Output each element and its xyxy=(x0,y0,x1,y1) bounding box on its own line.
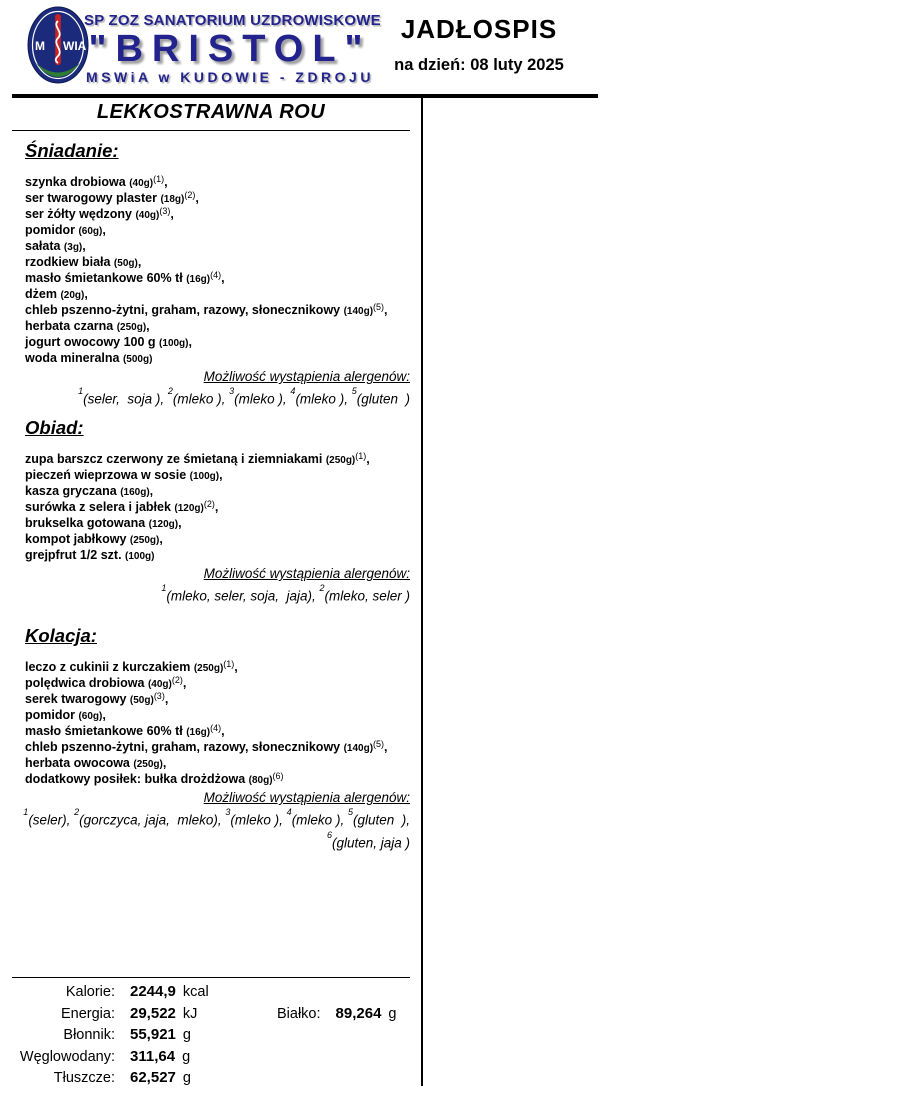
item-weight: (16g) xyxy=(186,727,211,738)
item-separator: , xyxy=(102,708,106,722)
item-weight: (250g) xyxy=(129,535,160,546)
item-name: kasza gryczana xyxy=(25,484,121,498)
item-weight: (80g) xyxy=(248,775,273,786)
item-name: masło śmietankowe 60% tł xyxy=(25,724,187,738)
menu-item xyxy=(25,692,410,708)
menu-item xyxy=(25,452,410,468)
allergen-ref: (4) xyxy=(210,723,222,733)
nutrition-value: 311,64 xyxy=(130,1047,176,1065)
item-name: dżem xyxy=(25,287,61,301)
allergen-ref-number: 3 xyxy=(225,807,231,817)
nutrition-value: 2244,9 xyxy=(130,983,176,1000)
item-name: ser twarogowy plaster xyxy=(25,191,161,205)
nutrition-divider xyxy=(12,977,410,978)
menu-item xyxy=(25,468,410,484)
allergen-ref-number: 4 xyxy=(286,807,292,817)
nutrition-value: 62,527 xyxy=(130,1069,176,1086)
allergen-ref-number: 2 xyxy=(74,807,80,817)
item-weight: (16g) xyxy=(186,274,211,285)
item-weight: (250g) xyxy=(325,455,356,466)
nutrition-summary xyxy=(12,983,410,1091)
allergen-ref-number: 1 xyxy=(78,386,84,396)
item-separator: , xyxy=(170,207,174,221)
org-name-line2: MSWiA w KUDOWIE - ZDROJU xyxy=(86,69,374,85)
item-weight: (140g) xyxy=(343,306,374,317)
allergen-line: $^6$(gluten, jaja ) xyxy=(326,829,410,850)
item-separator: , xyxy=(162,756,167,770)
document-title: JADŁOSPIS xyxy=(400,14,558,44)
item-separator: , xyxy=(102,223,106,237)
nutrition-unit: g xyxy=(388,1005,397,1022)
menu-item xyxy=(25,351,410,367)
item-name: herbata owocowa xyxy=(25,756,134,770)
allergen-ref-number: 1 xyxy=(161,583,167,593)
menu-item xyxy=(25,516,410,532)
item-weight: (120g) xyxy=(148,519,179,530)
nutrition-row xyxy=(12,1069,410,1091)
item-separator: , xyxy=(149,484,154,498)
menu-item xyxy=(25,724,410,740)
allergen-ref: (1) xyxy=(153,174,165,184)
allergen-ref-number: 6 xyxy=(326,829,332,840)
allergen-ref-number: 2 xyxy=(167,386,173,396)
nutrition-label: Energia: xyxy=(60,1005,115,1022)
item-separator: , xyxy=(82,239,86,253)
nutrition-value: 29,522 xyxy=(130,1004,176,1022)
nutrition-unit: g xyxy=(182,1027,191,1043)
item-name: zupa barszcz czerwony ze śmietaną i ziemniakami xyxy=(25,452,326,466)
menu-item xyxy=(25,255,410,271)
nutrition-label: Tłuszcze: xyxy=(53,1070,115,1086)
title-divider xyxy=(12,130,410,131)
allergen-note xyxy=(12,368,410,409)
allergen-note xyxy=(12,565,410,606)
item-weight: (60g) xyxy=(78,226,103,237)
item-weight: (40g) xyxy=(129,178,154,189)
menu-item xyxy=(25,708,410,724)
menu-item xyxy=(25,335,410,351)
allergen-ref: (1) xyxy=(223,659,235,669)
item-name: herbata czarna xyxy=(25,319,117,333)
section-sniadanie xyxy=(12,140,410,409)
item-separator: , xyxy=(182,676,187,690)
allergen-ref: (2) xyxy=(171,675,183,685)
item-separator: , xyxy=(384,303,388,317)
allergen-lines xyxy=(12,583,410,606)
item-name: surówka z selera i jabłek xyxy=(25,500,175,514)
item-name: pomidor xyxy=(25,223,79,237)
item-weight: (40g) xyxy=(135,210,160,221)
menu-item xyxy=(25,500,410,516)
nutrition-value: 89,264 xyxy=(335,1004,382,1022)
item-weight: (500g) xyxy=(122,354,153,365)
nutrition-label: Kalorie: xyxy=(65,984,115,1000)
item-weight: (50g) xyxy=(129,695,154,706)
nutrition-label: Białko: xyxy=(277,1005,321,1022)
item-name: ser żółty wędzony xyxy=(25,207,136,221)
item-list xyxy=(12,660,410,788)
item-name: leczo z cukinii z kurczakiem xyxy=(25,660,194,674)
mswia-badge-icon xyxy=(27,6,89,84)
item-weight: (100g) xyxy=(125,551,155,562)
item-separator: , xyxy=(384,740,388,754)
org-name-line1: SP ZOZ SANATORIUM UZDROWISKOWE xyxy=(84,12,381,29)
item-name: chleb pszenno-żytni, graham, razowy, słonecznikowy xyxy=(25,740,344,754)
nutrition-label: Węglowodany: xyxy=(19,1048,115,1065)
org-brand-name: "BRISTOL" xyxy=(88,28,372,70)
allergen-ref: (3) xyxy=(159,206,171,216)
menu-item xyxy=(25,532,410,548)
allergen-ref: (5) xyxy=(373,739,385,749)
item-name: serek twarogowy xyxy=(25,692,130,706)
item-name: szynka drobiowa xyxy=(25,175,130,189)
item-separator: , xyxy=(137,255,142,269)
item-separator: , xyxy=(188,335,192,349)
item-name: dodatkowy posiłek: bułka drożdżowa xyxy=(25,772,249,786)
allergen-lines xyxy=(12,386,410,409)
item-separator: , xyxy=(164,692,169,706)
allergen-heading: Możliwość wystąpienia alergenów: xyxy=(203,566,410,581)
column-divider xyxy=(421,98,423,1086)
nutrition-unit: kJ xyxy=(182,1005,198,1022)
item-weight: (3g) xyxy=(63,242,83,253)
item-separator: , xyxy=(219,468,223,482)
item-weight: (18g) xyxy=(160,194,185,205)
allergen-heading: Możliwość wystąpienia alergenów: xyxy=(203,369,410,384)
nutrition-value: 55,921 xyxy=(130,1026,176,1043)
section-heading-obiad: Obiad: xyxy=(25,417,84,438)
nutrition-label: Błonnik: xyxy=(63,1027,115,1043)
allergen-ref: (2) xyxy=(184,190,196,200)
allergen-ref: (3) xyxy=(153,691,165,701)
allergen-ref-number: 4 xyxy=(290,386,296,396)
item-name: grejpfrut 1/2 szt. xyxy=(25,548,126,562)
allergen-ref: (2) xyxy=(203,499,215,509)
menu-item xyxy=(25,660,410,676)
nutrition-unit: g xyxy=(182,1048,191,1065)
item-weight: (140g) xyxy=(343,743,374,754)
item-separator: , xyxy=(221,271,225,285)
item-name: pomidor xyxy=(25,708,79,722)
item-name: rzodkiew biała xyxy=(25,255,114,269)
item-weight: (40g) xyxy=(147,679,172,690)
allergen-ref-number: 5 xyxy=(351,386,357,396)
menu-item xyxy=(25,676,410,692)
document-title-block xyxy=(373,14,585,75)
item-name: woda mineralna xyxy=(25,351,123,365)
menu-item xyxy=(25,484,410,500)
item-separator: , xyxy=(146,319,150,333)
logo-text-left: M xyxy=(35,39,45,53)
mswia-badge-svg xyxy=(27,6,89,84)
item-weight: (160g) xyxy=(120,487,150,498)
menu-item xyxy=(25,175,410,191)
section-obiad xyxy=(12,417,410,606)
menu-item xyxy=(25,303,410,319)
section-heading-sniadanie: Śniadanie: xyxy=(25,140,119,161)
item-list xyxy=(12,175,410,367)
item-separator: , xyxy=(178,516,182,530)
item-weight: (100g) xyxy=(189,471,220,482)
menu-item xyxy=(25,756,410,772)
allergen-ref-number: 2 xyxy=(319,583,325,593)
logo-text-right: WIA xyxy=(63,39,87,53)
allergen-ref: (4) xyxy=(210,270,222,280)
item-weight: (50g) xyxy=(113,258,138,269)
item-name: sałata xyxy=(25,239,64,253)
allergen-ref: (1) xyxy=(355,451,367,461)
allergen-line: $^1$(mleko, seler, soja, jaja), $^2$(mleko, seler ) xyxy=(161,583,410,604)
menu-item xyxy=(25,548,410,564)
menu-item xyxy=(25,223,410,239)
item-separator: , xyxy=(366,452,370,466)
item-separator: , xyxy=(84,287,88,301)
item-name: masło śmietankowe 60% tł xyxy=(25,271,187,285)
nutrition-row xyxy=(12,1026,410,1048)
item-weight: (60g) xyxy=(78,711,103,722)
item-separator: , xyxy=(164,175,168,189)
nutrition-unit: g xyxy=(182,1070,191,1086)
item-list xyxy=(12,452,410,564)
item-weight: (250g) xyxy=(193,663,224,674)
document-date: na dzień: 08 luty 2025 xyxy=(394,56,564,74)
item-separator: , xyxy=(159,532,163,546)
menu-item xyxy=(25,287,410,303)
item-weight: (20g) xyxy=(60,290,85,301)
section-kolacja xyxy=(12,625,410,852)
item-weight: (100g) xyxy=(159,338,189,349)
item-name: kompot jabłkowy xyxy=(25,532,130,546)
section-heading-kolacja: Kolacja: xyxy=(25,625,97,646)
allergen-line: $^1$(seler), $^2$(gorczyca, jaja, mleko), $^3$(mleko ), $^4$(mleko ), $^5$(gluten ), xyxy=(23,807,410,828)
item-separator: , xyxy=(234,660,238,674)
menu-item xyxy=(25,191,410,207)
item-name: chleb pszenno-żytni, graham, razowy, słonecznikowy xyxy=(25,303,344,317)
nutrition-extra xyxy=(277,1005,397,1022)
item-name: polędwica drobiowa xyxy=(25,676,148,690)
item-separator: , xyxy=(221,724,225,738)
nutrition-row xyxy=(12,983,410,1005)
menu-item xyxy=(25,207,410,223)
menu-item xyxy=(25,271,410,287)
item-separator: , xyxy=(195,191,199,205)
item-name: brukselka gotowana xyxy=(25,516,149,530)
allergen-line: $^1$(seler, soja ), $^2$(mleko ), $^3$(mleko ), $^4$(mleko ), $^5$(gluten ) xyxy=(78,386,410,407)
nutrition-row xyxy=(12,1048,410,1070)
menu-item xyxy=(25,239,410,255)
menu-item xyxy=(25,740,410,756)
allergen-note xyxy=(12,789,410,852)
allergen-heading: Możliwość wystąpienia alergenów: xyxy=(203,790,410,805)
menu-item xyxy=(25,772,410,788)
menu-item xyxy=(25,319,410,335)
allergen-ref: (6) xyxy=(272,771,284,781)
nutrition-row xyxy=(12,1005,410,1027)
item-name: jogurt owocowy 100 g xyxy=(25,335,160,349)
header-divider xyxy=(12,94,598,98)
item-weight: (250g) xyxy=(133,759,163,770)
allergen-ref-number: 5 xyxy=(347,807,353,817)
allergen-ref: (5) xyxy=(373,302,385,312)
item-weight: (250g) xyxy=(116,322,147,333)
diet-title: LEKKOSTRAWNA ROU xyxy=(96,101,326,123)
nutrition-unit: kcal xyxy=(182,984,209,1000)
item-separator: , xyxy=(214,500,219,514)
allergen-ref-number: 1 xyxy=(23,807,29,817)
organization-block xyxy=(84,12,381,85)
allergen-ref-number: 3 xyxy=(229,386,235,396)
allergen-lines xyxy=(12,807,410,852)
item-name: pieczeń wieprzowa w sosie xyxy=(25,468,190,482)
item-weight: (120g) xyxy=(174,503,204,514)
